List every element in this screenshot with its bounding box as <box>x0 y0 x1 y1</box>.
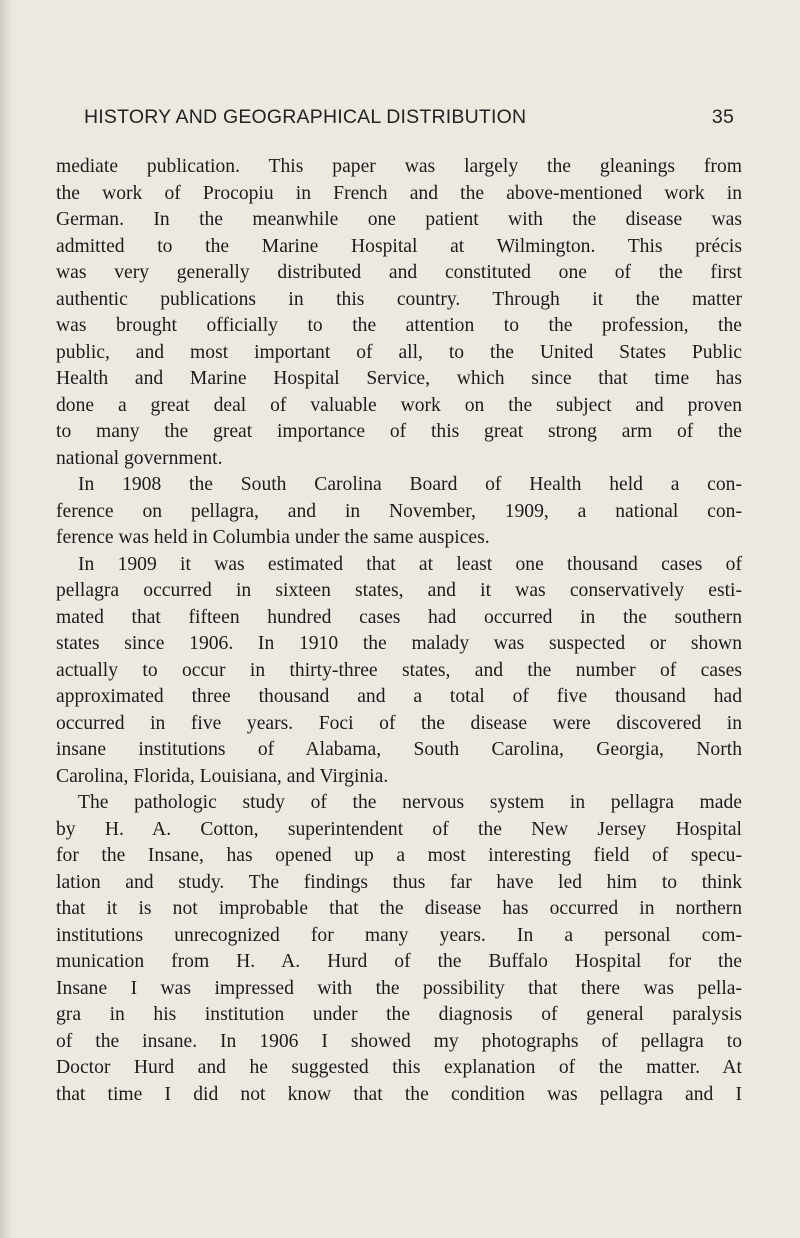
text-line: pellagra occurred in sixteen states, and it was conservatively esti- <box>56 580 742 601</box>
body-text <box>56 154 742 1108</box>
text-line: public, and most important of all, to the United States Public <box>56 341 742 363</box>
page-number: 35 <box>711 106 734 128</box>
text-line: for the Insane, has opened up a most interesting field of specu- <box>56 845 742 866</box>
text-line: by H. A. Cotton, superintendent of the New Jersey Hospital <box>56 818 742 840</box>
text-line: institutions unrecognized for many years. In a personal com- <box>56 924 742 946</box>
text-line: The pathologic study of the nervous system in pellagra made <box>78 792 742 813</box>
text-line: gra in his institution under the diagnosis of general paralysis <box>56 1004 742 1025</box>
text-line: approximated three thousand and a total of five thousand had <box>56 686 742 707</box>
text-line: Carolina, Florida, Louisiana, and Virginia. <box>56 765 389 787</box>
text-line: In 1909 it was estimated that at least one thousand cases of <box>78 553 742 575</box>
text-line: ference on pellagra, and in November, 1909, a national con- <box>56 500 742 522</box>
book-page <box>56 106 742 1108</box>
text-line: In 1908 the South Carolina Board of Health held a con- <box>78 474 742 495</box>
text-line: mediate publication. This paper was largely the gleanings from <box>56 156 742 177</box>
text-line: German. In the meanwhile one patient with the disease was <box>56 209 742 230</box>
text-line: Insane I was impressed with the possibility that there was pella- <box>56 977 742 999</box>
text-line: insane institutions of Alabama, South Carolina, Georgia, North <box>56 739 742 760</box>
text-line: national government. <box>56 447 223 469</box>
text-line: states since 1906. In 1910 the malady was suspected or shown <box>56 633 742 654</box>
running-header <box>56 106 742 136</box>
running-title: HISTORY AND GEOGRAPHICAL DISTRIBUTION <box>84 106 527 128</box>
text-line: of the insane. In 1906 I showed my photographs of pellagra to <box>56 1030 742 1052</box>
page-gutter-shadow <box>0 0 14 1238</box>
text-line: admitted to the Marine Hospital at Wilmington. This précis <box>56 235 742 257</box>
text-line: the work of Procopiu in French and the above-mentioned work in <box>56 182 742 204</box>
text-line: mated that fifteen hundred cases had occurred in the southern <box>56 606 742 628</box>
text-line: occurred in five years. Foci of the disease were discovered in <box>56 712 742 734</box>
text-line: that time I did not know that the condition was pellagra and I <box>56 1083 742 1105</box>
text-line: Health and Marine Hospital Service, which since that time has <box>56 368 742 389</box>
text-line: authentic publications in this country. Through it the matter <box>56 288 742 310</box>
text-line: was very generally distributed and constituted one of the first <box>56 262 742 283</box>
text-line: was brought officially to the attention to the profession, the <box>56 315 742 336</box>
text-line: that it is not improbable that the disease has occurred in northern <box>56 898 742 919</box>
text-line: Doctor Hurd and he suggested this explanation of the matter. At <box>56 1057 742 1078</box>
text-line: to many the great importance of this great strong arm of the <box>56 421 742 442</box>
text-line: ference was held in Columbia under the same auspices. <box>56 527 490 548</box>
text-line: lation and study. The findings thus far have led him to think <box>56 871 742 893</box>
text-line: actually to occur in thirty-three states, and the number of cases <box>56 659 742 681</box>
text-line: munication from H. A. Hurd of the Buffalo Hospital for the <box>56 951 742 972</box>
text-line: done a great deal of valuable work on the subject and proven <box>56 394 742 416</box>
